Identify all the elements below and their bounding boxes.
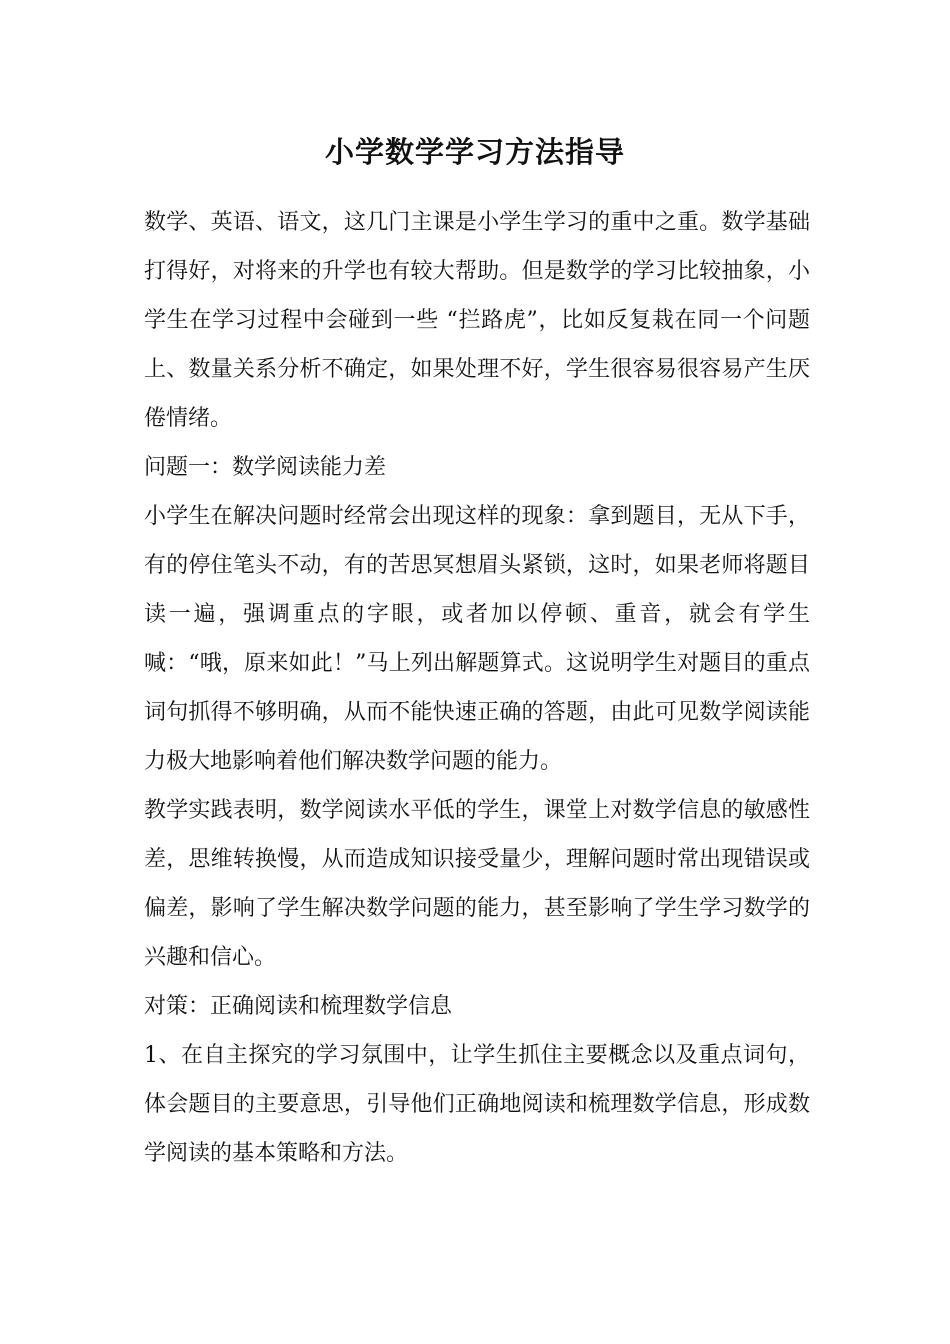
paragraph-phenomenon: 小学生在解决问题时经常会出现这样的现象：拿到题目，无从下手，有的停住笔头不动，有的苦思冥想眉头紧锁，这时，如果老师将题目读一遍，强调重点的字眼，或者加以停顿、重音，就会有学生喊：“哦，原来如此！”马上列出解题算式。这说明学生对题目的重点词句抓得不够明确，从而不能快速正确的答题，由此可见数学阅读能力极大地影响着他们解决数学问题的能力。	[144, 504, 810, 774]
paragraph-strategy-one: 1、在自主探究的学习氛围中，让学生抓住主要概念以及重点词句，体会题目的主要意思，引导他们正确地阅读和梳理数学信息，形成数学阅读的基本策略和方法。	[144, 1043, 810, 1166]
document-title: 小学数学学习方法指导	[324, 135, 625, 169]
document-body	[144, 198, 810, 1178]
paragraph-teaching-practice: 教学实践表明，数学阅读水平低的学生，课堂上对数学信息的敏感性差，思维转换慢，从而造成知识接受量少，理解问题时常出现错误或偏差，影响了学生解决数学问题的能力，甚至影响了学生学习数学的兴趣和信心。	[144, 798, 810, 970]
heading-countermeasure: 对策：正确阅读和梳理数学信息	[144, 994, 453, 1019]
paragraph-intro: 数学、英语、语文，这几门主课是小学生学习的重中之重。数学基础打得好，对将来的升学也有较大帮助。但是数学的学习比较抽象，小学生在学习过程中会碰到一些 “拦路虎”，比如反复栽在同一个问题上、数量关系分析不确定，如果处理不好，学生很容易很容易产生厌倦情绪。	[144, 210, 810, 431]
heading-problem-one: 问题一：数学阅读能力差	[144, 455, 387, 480]
